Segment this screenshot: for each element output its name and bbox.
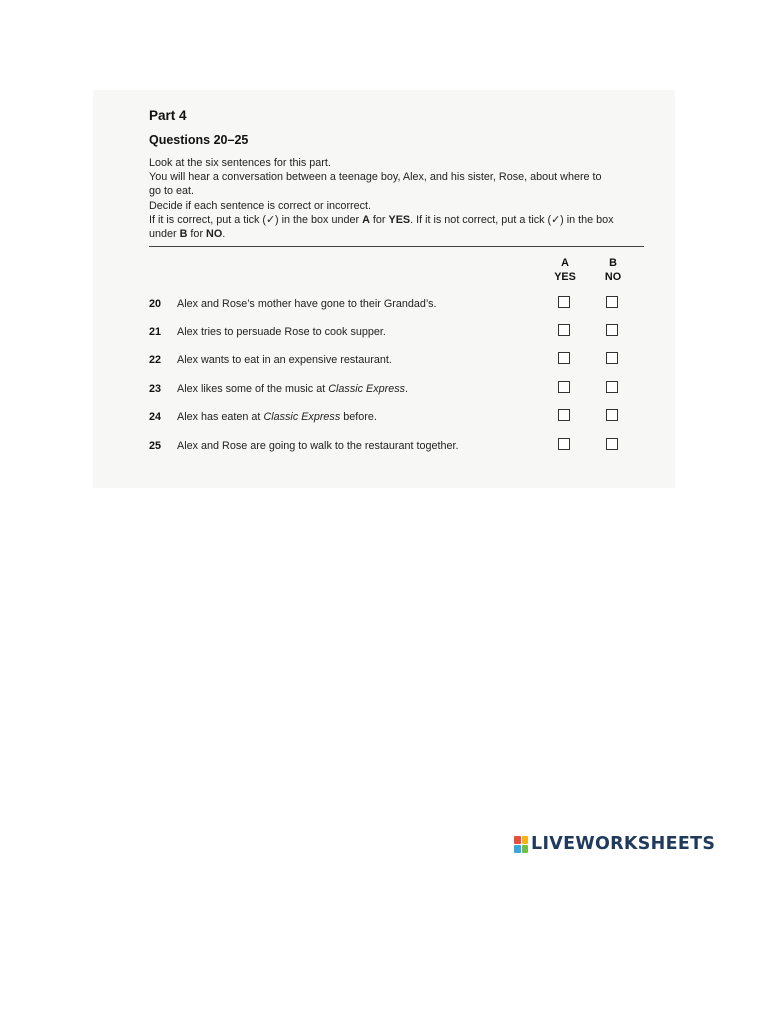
part-title: Part 4 <box>149 108 187 123</box>
no-checkbox[interactable] <box>606 296 618 308</box>
yes-checkbox[interactable] <box>558 381 570 393</box>
question-text: Alex and Rose’s mother have gone to their Grandad’s. <box>177 298 437 310</box>
column-header-b <box>593 256 633 284</box>
logo-text: LIVEWORKSHEETS <box>531 834 716 854</box>
instruction-letter-a: A <box>362 213 370 226</box>
instruction-line: Decide if each sentence is correct or incorrect. <box>149 199 372 212</box>
question-number: 20 <box>149 298 162 310</box>
instruction-text: under <box>149 228 180 241</box>
yes-checkbox[interactable] <box>558 296 570 308</box>
instruction-line: You will hear a conversation between a teenage boy, Alex, and his sister, Rose, about where to <box>149 171 602 184</box>
question-row <box>149 383 649 399</box>
logo-tile <box>522 845 529 853</box>
no-checkbox[interactable] <box>606 324 618 336</box>
instruction-no: NO <box>206 228 223 241</box>
question-text: Alex and Rose are going to walk to the restaurant together. <box>177 440 459 452</box>
logo-tile <box>514 836 521 844</box>
question-number: 24 <box>149 411 162 423</box>
liveworksheets-logo-icon <box>514 836 528 853</box>
no-checkbox[interactable] <box>606 438 618 450</box>
logo-tile <box>522 836 529 844</box>
restaurant-name: Classic Express <box>263 411 341 423</box>
yes-checkbox[interactable] <box>558 324 570 336</box>
questions-title: Questions 20–25 <box>149 133 249 147</box>
question-number: 21 <box>149 326 162 338</box>
question-number: 22 <box>149 354 162 366</box>
instruction-text: for <box>369 213 389 226</box>
question-text-part: before. <box>340 411 377 423</box>
no-checkbox[interactable] <box>606 409 618 421</box>
instruction-tick-line <box>149 213 649 227</box>
question-row <box>149 440 649 456</box>
worksheet-scan <box>93 90 675 488</box>
question-text: Alex wants to eat in an expensive restaurant. <box>177 354 392 366</box>
column-label-no: NO <box>604 271 622 283</box>
question-text <box>177 383 408 395</box>
column-header-a <box>545 256 585 284</box>
question-text: Alex tries to persuade Rose to cook supper. <box>177 326 386 338</box>
instructions <box>149 156 649 241</box>
logo-tile <box>514 845 521 853</box>
instruction-text: for <box>187 228 207 241</box>
question-text-part: . <box>405 383 409 395</box>
restaurant-name: Classic Express <box>328 383 406 395</box>
question-text-part: Alex likes some of the music at <box>177 383 329 395</box>
question-row <box>149 326 649 342</box>
column-label-yes: YES <box>554 271 576 283</box>
instruction-yes: YES <box>388 213 411 226</box>
yes-checkbox[interactable] <box>558 352 570 364</box>
question-row <box>149 411 649 427</box>
question-number: 23 <box>149 383 162 395</box>
no-checkbox[interactable] <box>606 381 618 393</box>
instruction-line: go to eat. <box>149 185 195 198</box>
yes-checkbox[interactable] <box>558 438 570 450</box>
column-letter-b: B <box>609 257 617 269</box>
instruction-text: If it is correct, put a tick (✓) in the box under <box>149 213 363 226</box>
instruction-text: . <box>222 228 226 241</box>
column-letter-a: A <box>561 257 569 269</box>
question-text <box>177 411 377 423</box>
question-row <box>149 298 649 314</box>
instruction-line: Look at the six sentences for this part. <box>149 157 331 169</box>
instruction-letter-b: B <box>179 228 188 241</box>
divider <box>149 246 644 247</box>
yes-checkbox[interactable] <box>558 409 570 421</box>
instruction-tick-line <box>149 227 649 241</box>
question-row <box>149 354 649 370</box>
no-checkbox[interactable] <box>606 352 618 364</box>
question-text-part: Alex has eaten at <box>177 411 264 423</box>
instruction-text: . If it is not correct, put a tick (✓) in the box <box>410 213 614 226</box>
question-number: 25 <box>149 440 162 452</box>
liveworksheets-logo[interactable] <box>514 834 715 854</box>
